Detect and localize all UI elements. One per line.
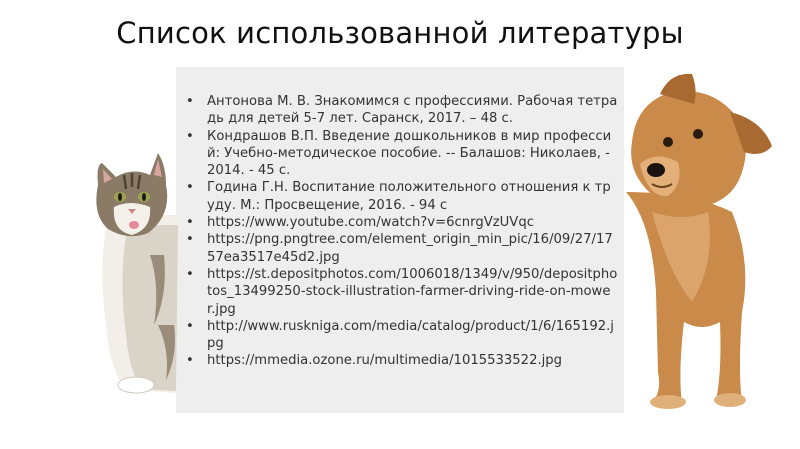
reference-item: • Кондрашов В.П. Введение дошкольников в мир профессий: Учебно-методическое пособие. -- Балашов: Николаев, - 2014. - 45 с. bbox=[186, 128, 618, 180]
references-list bbox=[186, 93, 618, 370]
reference-item: • Година Г.Н. Воспитание положительного отношения к труду. М.: Просвещение, 2016. - 94 с bbox=[186, 179, 618, 214]
cat-peeking-image bbox=[88, 145, 183, 400]
reference-item: • Антонова М. В. Знакомимся с профессиями. Рабочая тетрадь для детей 5-7 лет. Саранск, 2017. – 48 с. bbox=[186, 93, 618, 128]
reference-link[interactable]: • https://st.depositphotos.com/1006018/1349/v/950/depositphotos_13499250-stock-illustration-farmer-driving-ride-on-mower.jpg bbox=[186, 266, 618, 318]
reference-link[interactable]: • http://www.ruskniga.com/media/catalog/product/1/6/165192.jpg bbox=[186, 318, 618, 353]
reference-link[interactable]: • https://mmedia.ozone.ru/multimedia/1015533522.jpg bbox=[186, 352, 618, 369]
dog-peeking-image bbox=[612, 72, 782, 412]
reference-link[interactable]: • https://www.youtube.com/watch?v=6cnrgVzUVqc bbox=[186, 214, 618, 231]
slide-title: Список использованной литературы bbox=[116, 16, 684, 50]
reference-link[interactable]: • https://png.pngtree.com/element_origin_min_pic/16/09/27/1757ea3517e45d2.jpg bbox=[186, 231, 618, 266]
